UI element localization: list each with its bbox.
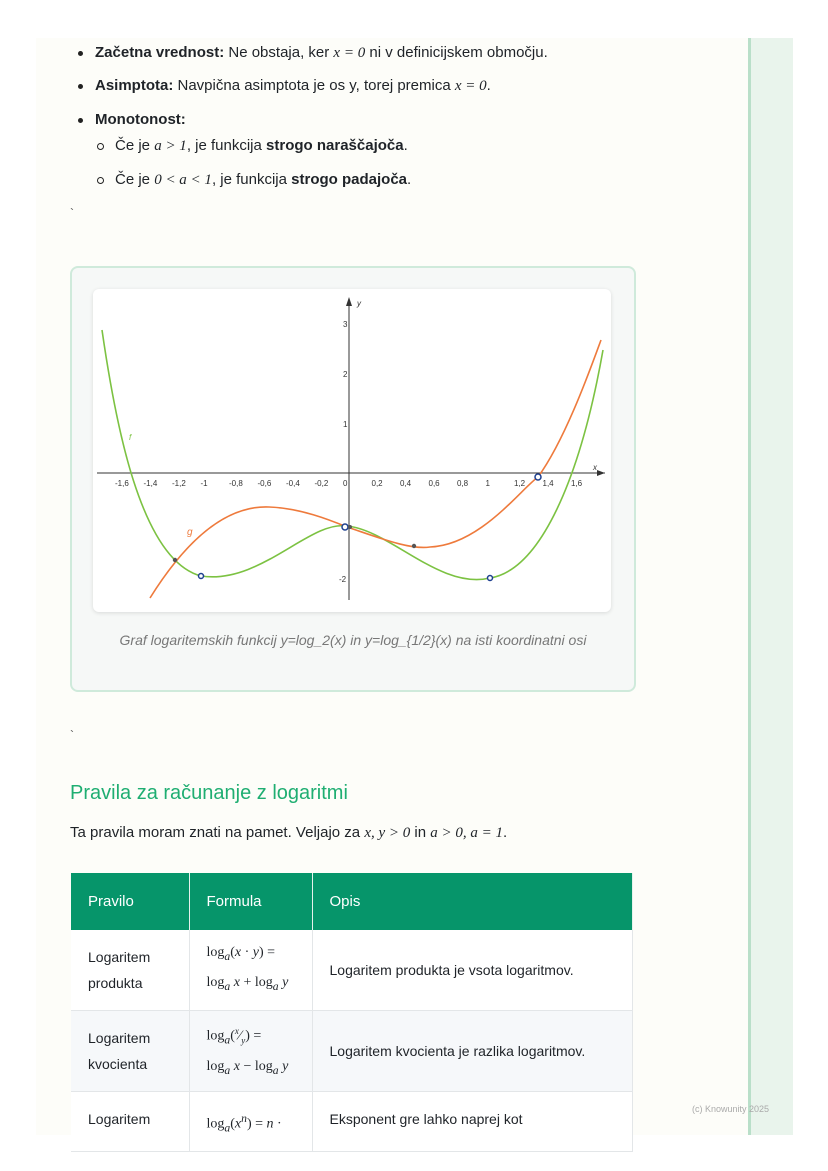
bold-text: strogo padajoča: [291, 171, 408, 188]
backtick: `: [70, 728, 74, 742]
math: 0 < a < 1: [154, 172, 212, 188]
text: Če je: [115, 137, 155, 154]
y-tick: 2: [343, 370, 348, 379]
x-tick: 0,8: [457, 479, 469, 488]
header-pravilo: Pravilo: [71, 873, 189, 930]
x-tick: -0,4: [286, 479, 300, 488]
x-label: x: [593, 463, 597, 472]
table-row: [71, 1011, 633, 1092]
x-axis-arrow: [597, 470, 605, 476]
bullet-label: Začetna vrednost:: [95, 44, 225, 61]
table-header: [71, 873, 633, 930]
rule-cell: Logaritem: [71, 1092, 189, 1152]
x-tick: 0,2: [371, 479, 383, 488]
intersections: [173, 525, 416, 562]
intersection-point: [412, 544, 416, 548]
x-tick: -1: [200, 479, 208, 488]
copyright: (c) Knowunity 2025: [692, 1104, 770, 1114]
curve-f: [102, 330, 603, 580]
math: x = 0: [454, 78, 487, 94]
header-opis: Opis: [312, 873, 633, 930]
bullet-text: .: [486, 77, 491, 94]
function-graph: [93, 289, 611, 612]
text: in: [410, 824, 431, 841]
section-title: Pravila za računanje z logaritmi: [70, 782, 348, 804]
math: x, y > 0: [364, 825, 411, 841]
table-row: [71, 1092, 633, 1152]
bullet-label: Monotonost:: [95, 111, 186, 128]
math: a > 1: [154, 138, 187, 154]
text: .: [503, 824, 508, 841]
curve-g: [150, 340, 601, 598]
x-tick: 1: [485, 479, 490, 488]
math: x = 0: [333, 45, 366, 61]
header-formula: Formula: [189, 873, 312, 930]
x-tick: 1,4: [542, 479, 554, 488]
point-f-min-left: [199, 574, 204, 579]
desc-cell: Logaritem produkta je vsota logaritmov.: [312, 930, 633, 1011]
formula-cell: $\log_a(x^n) = n$ ·: [189, 1092, 312, 1152]
y-tick: 3: [343, 320, 348, 329]
rule-cell: Logaritem produkta: [71, 930, 189, 1011]
x-tick: 1,2: [514, 479, 526, 488]
desc-cell: Eksponent gre lahko naprej kot: [312, 1092, 633, 1152]
bullet-monotonost: [95, 111, 186, 128]
x-tick: 0,6: [428, 479, 440, 488]
graph-image: [93, 289, 611, 612]
bullet-text: ni v definicijskem območju.: [365, 44, 548, 61]
x-tick: -0,6: [257, 479, 272, 488]
text: .: [403, 137, 408, 154]
intersection-point: [348, 525, 352, 529]
formula-cell: $\log_a(x \cdot y)$ = $\log_a x + \log_a y$: [189, 930, 312, 1011]
x-tick: -1,2: [172, 479, 186, 488]
point-f-min-right: [488, 576, 493, 581]
table-row: [71, 930, 633, 1011]
bold-text: strogo naraščajoča: [266, 137, 404, 154]
text: , je funkcija: [211, 171, 292, 188]
rule-cell: Logaritem kvocienta: [71, 1011, 189, 1092]
backtick: `: [70, 206, 74, 220]
figure: [70, 266, 636, 692]
text: , je funkcija: [186, 137, 267, 154]
x-tick: 0,4: [400, 479, 412, 488]
formula-cell: $\log_a(^x⁄_y)$ = $\log_a x - \log_a y$: [189, 1011, 312, 1092]
point-g-zero: [535, 474, 541, 480]
sub-bullet-decreasing: [115, 171, 411, 189]
bullet-text: Ne obstaja, ker: [224, 44, 334, 61]
x-tick: -0,8: [229, 479, 243, 488]
f-label: f: [129, 433, 132, 442]
figure-caption: Graf logaritemskih funkcij y=log_2(x) in y=log_{1/2}(x) na isti koordinatni osi: [119, 632, 587, 648]
y-axis-arrow: [346, 297, 352, 306]
bullet-zacetna-vrednost: [95, 44, 548, 62]
bullet-asimptota: [95, 77, 491, 95]
section-intro: [70, 824, 507, 842]
x-tick: 1,6: [571, 479, 583, 488]
intersection-point: [173, 558, 177, 562]
x-tick: 0: [343, 479, 348, 488]
points: [199, 474, 542, 581]
text: .: [407, 171, 412, 188]
bullet-text: Navpična asimptota je os y, torej premica: [173, 77, 455, 94]
text: Ta pravila moram znati na pamet. Veljajo za: [70, 824, 365, 841]
y-tick: -2: [339, 575, 347, 584]
g-label: g: [187, 527, 193, 538]
sub-bullet-increasing: [115, 137, 408, 155]
bullet-label: Asimptota:: [95, 77, 174, 94]
rules-table: [71, 873, 633, 1152]
sidebar-strip: [748, 38, 793, 1135]
y-label: y: [357, 299, 361, 308]
point-f-max: [342, 524, 348, 530]
desc-cell: Logaritem kvocienta je razlika logaritmov.: [312, 1011, 633, 1092]
text: Če je: [115, 171, 155, 188]
x-tick: -1,6: [115, 479, 129, 488]
y-tick: 1: [343, 420, 348, 429]
x-tick: -0,2: [314, 479, 329, 488]
math: a > 0, a = 1: [430, 825, 504, 841]
x-tick: -1,4: [143, 479, 158, 488]
